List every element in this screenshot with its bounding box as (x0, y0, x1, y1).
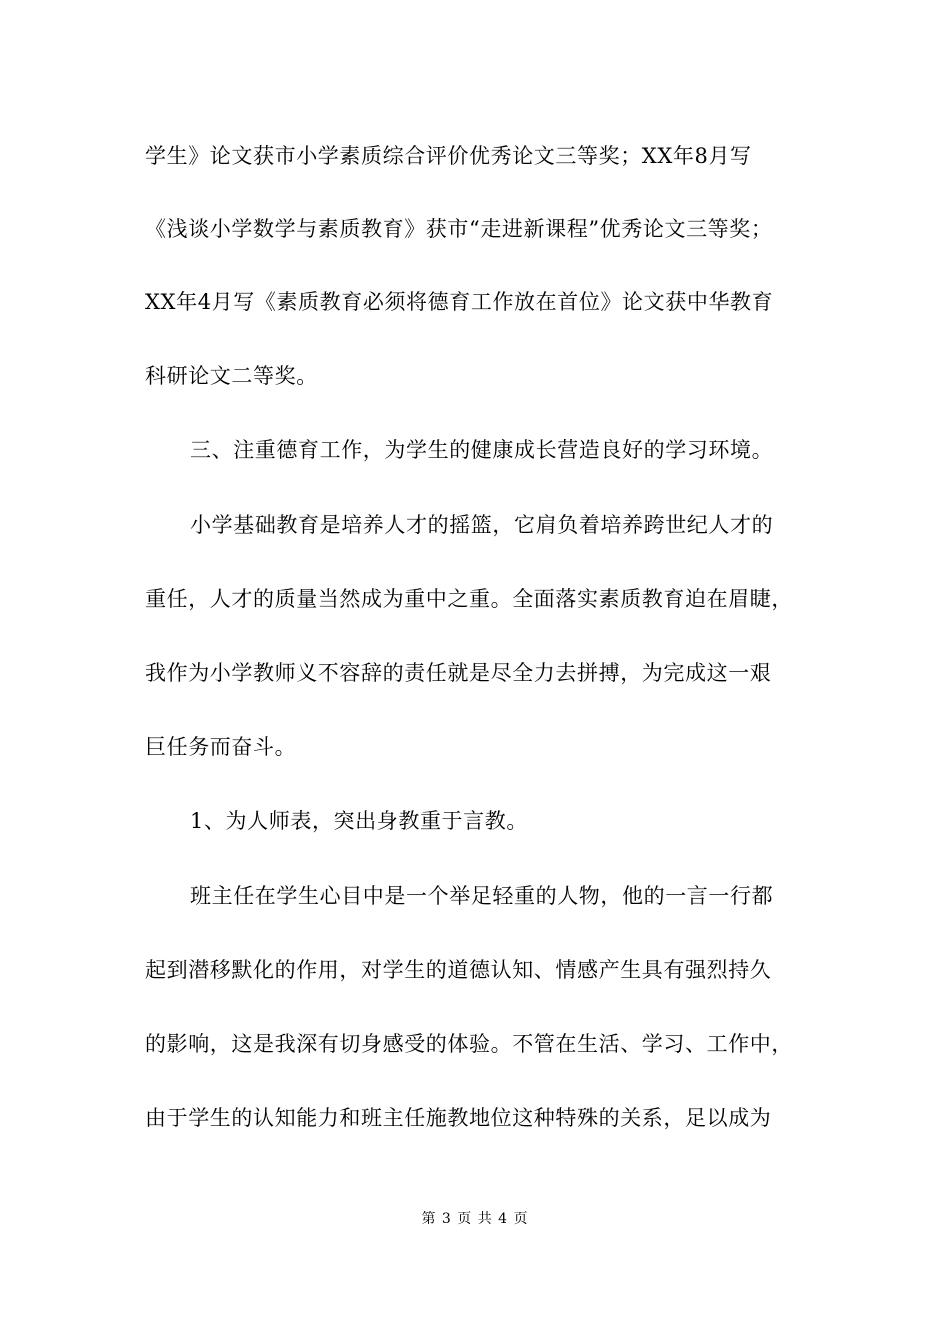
text-line: 《浅谈小学数学与素质教育》获市“走进新课程”优秀论文三等奖； (145, 217, 773, 241)
text-line: 学生》论文获市小学素质综合评价优秀论文三等奖；XX年8月写 (145, 144, 752, 168)
text-line: 科研论文二等奖。 (145, 364, 318, 388)
text-line: 的影响，这是我深有切身感受的体验。不管在生活、学习、工作中， (145, 1032, 793, 1056)
section-heading: 三、注重德育工作，为学生的健康成长营造良好的学习环境。 (190, 438, 774, 462)
page-number: 第 3 页 共 4 页 (421, 1211, 529, 1227)
text-line: 巨任务而奋斗。 (145, 735, 297, 759)
text-line: XX年4月写《素质教育必须将德育工作放在首位》论文获中华教育 (145, 290, 774, 314)
text-line: 起到潜移默化的作用，对学生的道德认知、情感产生具有强烈持久 (145, 958, 772, 982)
subsection-heading: 1、为人师表，突出身教重于言教。 (190, 809, 528, 833)
text-line: 重任，人才的质量当然成为重中之重。全面落实素质教育迫在眉睫， (145, 587, 793, 611)
text-line: 小学基础教育是培养人才的摇篮，它肩负着培养跨世纪人才的 (190, 513, 774, 537)
text-line: 班主任在学生心目中是一个举足轻重的人物，他的一言一行都 (190, 884, 774, 908)
text-line: 我作为小学教师义不容辞的责任就是尽全力去拼搏，为完成这一艰 (145, 661, 772, 685)
text-line: 由于学生的认知能力和班主任施教地位这种特殊的关系，足以成为 (145, 1106, 772, 1130)
